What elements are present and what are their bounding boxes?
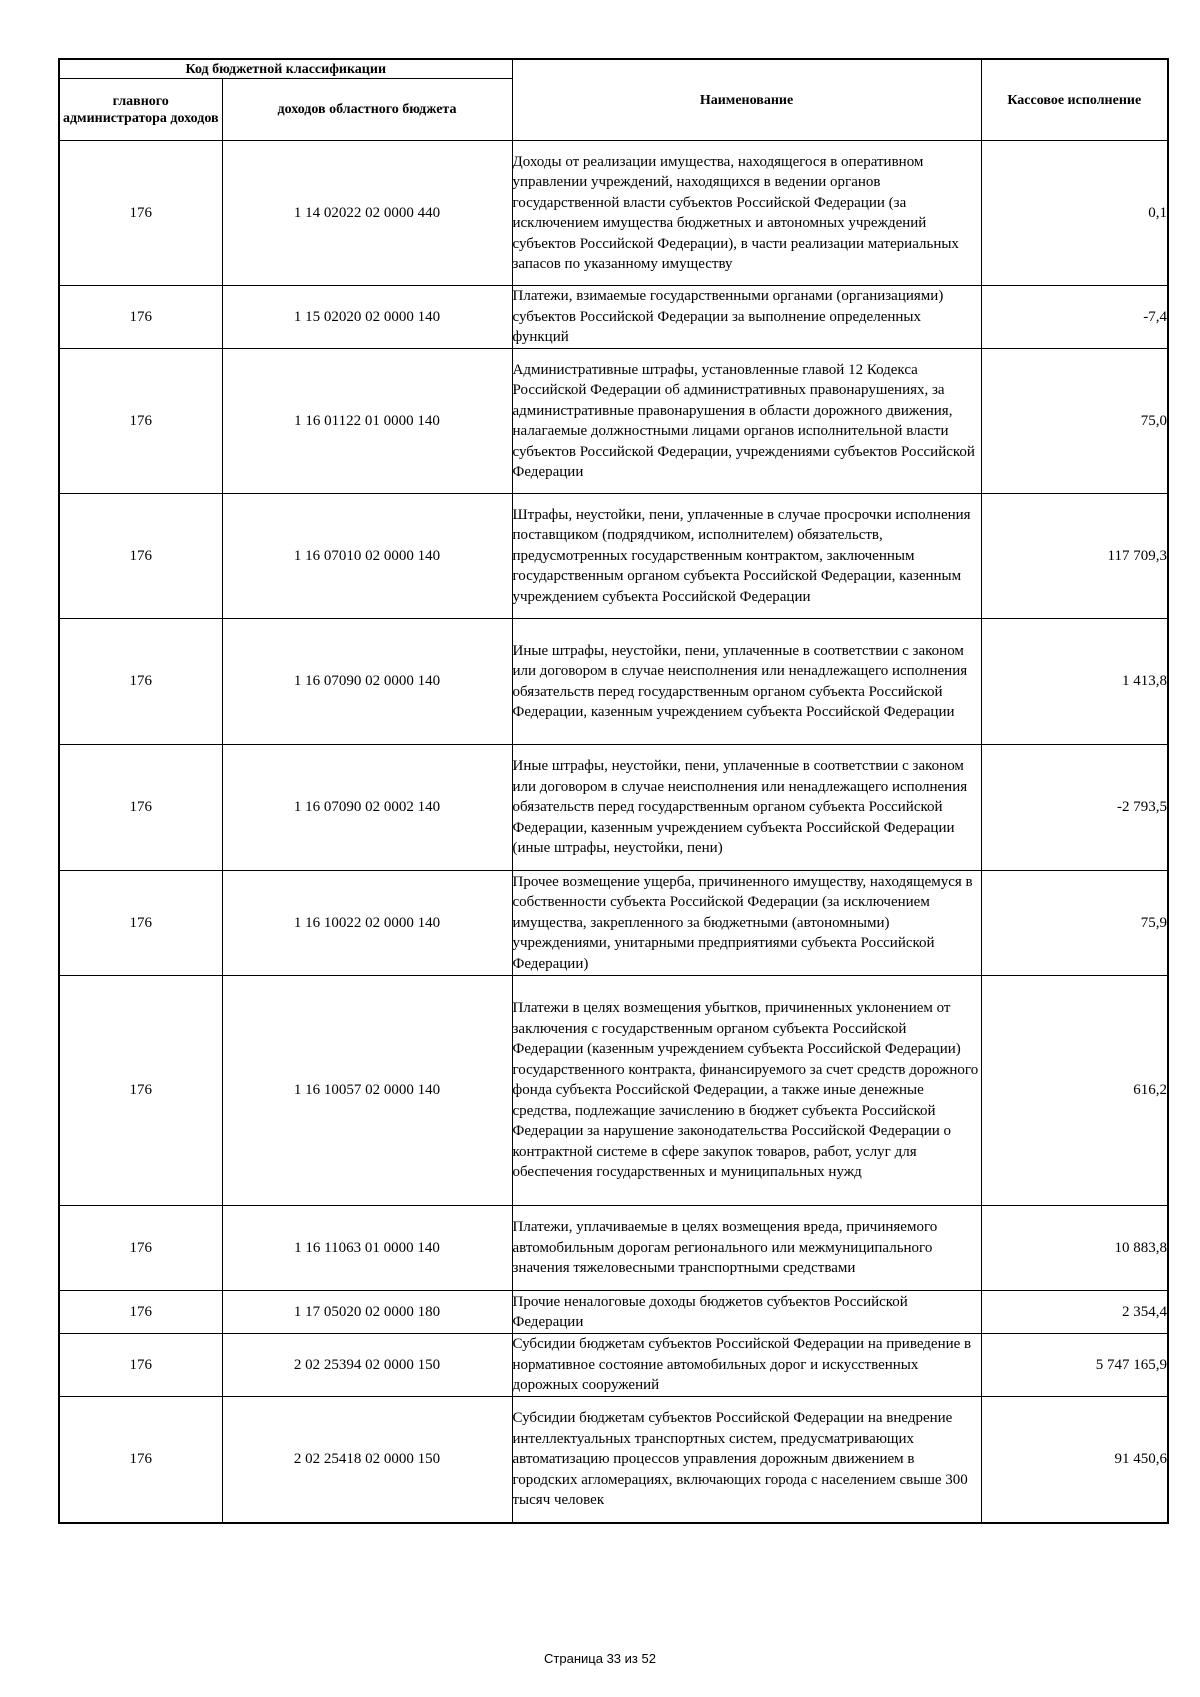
amount-cell: 616,2	[981, 976, 1168, 1206]
admin-code-cell: 176	[59, 871, 222, 976]
amount-cell: 1 413,8	[981, 619, 1168, 745]
header-revenue-code: доходов областного бюджета	[222, 79, 512, 141]
table-row	[59, 1206, 1168, 1291]
admin-code-cell: 176	[59, 286, 222, 349]
table-row	[59, 1396, 1168, 1523]
amount-cell: 10 883,8	[981, 1206, 1168, 1291]
revenue-code-cell: 1 16 07010 02 0000 140	[222, 494, 512, 619]
budget-table	[58, 58, 1169, 1524]
admin-code-cell: 176	[59, 1396, 222, 1523]
revenue-code-cell: 1 16 01122 01 0000 140	[222, 349, 512, 494]
table-row	[59, 494, 1168, 619]
amount-cell: 75,9	[981, 871, 1168, 976]
table-row	[59, 1291, 1168, 1334]
admin-code-cell: 176	[59, 349, 222, 494]
header-name: Наименование	[512, 59, 981, 141]
table-row	[59, 871, 1168, 976]
table-row	[59, 141, 1168, 286]
revenue-code-cell: 1 16 10022 02 0000 140	[222, 871, 512, 976]
revenue-name-cell: Прочие неналоговые доходы бюджетов субъектов Российской Федерации	[512, 1291, 981, 1334]
amount-cell: -2 793,5	[981, 745, 1168, 871]
revenue-name-cell: Субсидии бюджетам субъектов Российской Федерации на приведение в нормативное состояние автомобильных дорог и искусственных дорожных сооружений	[512, 1334, 981, 1397]
admin-code-cell: 176	[59, 976, 222, 1206]
table-row	[59, 619, 1168, 745]
revenue-name-cell: Прочее возмещение ущерба, причиненного имуществу, находящемуся в собственности субъекта Российской Федерации (за исключением имущества, закрепленного за бюджетными (автономными) учреждениями, унитарными предприятиями субъекта Российской Федерации)	[512, 871, 981, 976]
revenue-name-cell: Платежи, взимаемые государственными органами (организациями) субъектов Российской Федерации за выполнение определенных функций	[512, 286, 981, 349]
revenue-code-cell: 2 02 25418 02 0000 150	[222, 1396, 512, 1523]
admin-code-cell: 176	[59, 745, 222, 871]
revenue-code-cell: 1 15 02020 02 0000 140	[222, 286, 512, 349]
admin-code-cell: 176	[59, 1334, 222, 1397]
revenue-name-cell: Иные штрафы, неустойки, пени, уплаченные в соответствии с законом или договором в случае неисполнения или ненадлежащего исполнения обязательств перед государственным органом субъекта Российской Федерации, казенным учреждением субъекта Российской Федерации	[512, 619, 981, 745]
table-row	[59, 349, 1168, 494]
amount-cell: 0,1	[981, 141, 1168, 286]
admin-code-cell: 176	[59, 1206, 222, 1291]
table-row	[59, 1334, 1168, 1397]
page-number: Страница 33 из 52	[544, 1651, 656, 1666]
header-amount: Кассовое исполнение	[981, 59, 1168, 141]
admin-code-cell: 176	[59, 619, 222, 745]
revenue-code-cell: 1 17 05020 02 0000 180	[222, 1291, 512, 1334]
amount-cell: 117 709,3	[981, 494, 1168, 619]
revenue-code-cell: 2 02 25394 02 0000 150	[222, 1334, 512, 1397]
revenue-code-cell: 1 16 10057 02 0000 140	[222, 976, 512, 1206]
amount-cell: 5 747 165,9	[981, 1334, 1168, 1397]
revenue-name-cell: Платежи в целях возмещения убытков, причиненных уклонением от заключения с государственным органом субъекта Российской Федерации (казенным учреждением субъекта Российской Федерации) государственного контракта, финансируемого за счет средств дорожного фонда субъекта Российской Федерации, а также иные денежные средства, подлежащие зачислению в бюджет субъекта Российской Федерации за нарушение законодательства Российской Федерации о контрактной системе в сфере закупок товаров, работ, услуг для обеспечения государственных и муниципальных нужд	[512, 976, 981, 1206]
amount-cell: -7,4	[981, 286, 1168, 349]
admin-code-cell: 176	[59, 494, 222, 619]
revenue-name-cell: Субсидии бюджетам субъектов Российской Федерации на внедрение интеллектуальных транспортных систем, предусматривающих автоматизацию процессов управления дорожным движением в городских агломерациях, включающих города с населением свыше 300 тысяч человек	[512, 1396, 981, 1523]
admin-code-cell: 176	[59, 141, 222, 286]
revenue-name-cell: Штрафы, неустойки, пени, уплаченные в случае просрочки исполнения поставщиком (подрядчиком, исполнителем) обязательств, предусмотренных государственным контрактом, заключенным государственным органом субъекта Российской Федерации, казенным учреждением субъекта Российской Федерации	[512, 494, 981, 619]
admin-code-cell: 176	[59, 1291, 222, 1334]
table-row	[59, 976, 1168, 1206]
amount-cell: 75,0	[981, 349, 1168, 494]
table-row	[59, 286, 1168, 349]
amount-cell: 91 450,6	[981, 1396, 1168, 1523]
amount-cell: 2 354,4	[981, 1291, 1168, 1334]
revenue-name-cell: Платежи, уплачиваемые в целях возмещения вреда, причиняемого автомобильным дорогам регионального или межмуниципального значения тяжеловесными транспортными средствами	[512, 1206, 981, 1291]
revenue-code-cell: 1 16 07090 02 0000 140	[222, 619, 512, 745]
table-row	[59, 745, 1168, 871]
revenue-code-cell: 1 16 07090 02 0002 140	[222, 745, 512, 871]
revenue-name-cell: Административные штрафы, установленные главой 12 Кодекса Российской Федерации об административных правонарушениях, за административные правонарушения в области дорожного движения, налагаемые должностными лицами органов исполнительной власти субъектов Российской Федерации, учреждениями субъектов Российской Федерации	[512, 349, 981, 494]
revenue-name-cell: Иные штрафы, неустойки, пени, уплаченные в соответствии с законом или договором в случае неисполнения или ненадлежащего исполнения обязательств перед государственным органом субъекта Российской Федерации, казенным учреждением субъекта Российской Федерации (иные штрафы, неустойки, пени)	[512, 745, 981, 871]
revenue-code-cell: 1 14 02022 02 0000 440	[222, 141, 512, 286]
header-admin: главного администратора доходов	[59, 79, 222, 141]
header-budget-classification: Код бюджетной классификации	[59, 59, 512, 79]
revenue-code-cell: 1 16 11063 01 0000 140	[222, 1206, 512, 1291]
revenue-name-cell: Доходы от реализации имущества, находящегося в оперативном управлении учреждений, находящихся в ведении органов государственной власти субъектов Российской Федерации (за исключением имущества бюджетных и автономных учреждений субъектов Российской Федерации), в части реализации материальных запасов по указанному имуществу	[512, 141, 981, 286]
